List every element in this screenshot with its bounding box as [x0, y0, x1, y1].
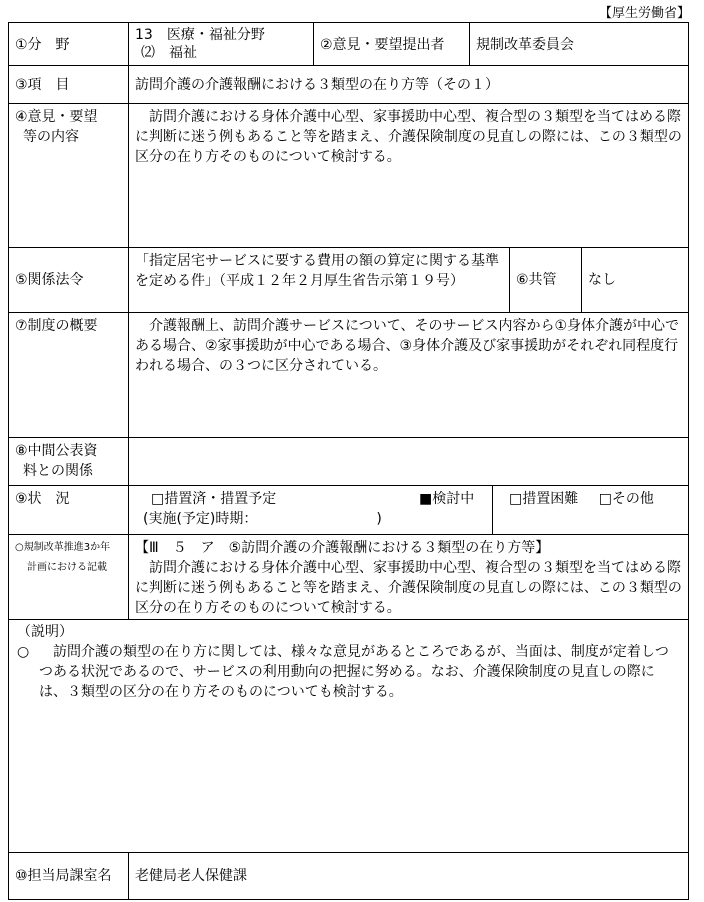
ministry-label: 【厚生労働省】 — [598, 6, 690, 21]
explanation-body: 訪問介護の類型の在り方に関しては、様々な意見があるところであるが、当面は、制度が定着しつつある状況であるので、サービスの利用動向の把握に努める。なお、介護保険制度の見直しの際には、３類型の区分の在り方そのものについても検討する。 — [39, 644, 669, 700]
status-options-2 — [492, 485, 689, 535]
explanation-heading: （説明） — [17, 624, 73, 640]
status-schedule: (実施(予定)時期： ) — [143, 511, 382, 527]
department-label: ⑩担当局課室名 — [8, 852, 129, 900]
item-label: ③項 目 — [8, 65, 129, 104]
explanation-bullet: ○ — [17, 644, 30, 660]
status-label: ⑨状 況 — [8, 485, 129, 535]
department-value: 老健局老人保健課 — [128, 852, 689, 900]
three-year-plan-body: 訪問介護における身体介護中心型、家事援助中心型、複合型の３類型を当てはめる際に判断に迷う例もあること等を踏まえ、介護保険制度の見直しの際には、この３類型の区分の在り方そのものについて検討する。 — [135, 560, 682, 616]
three-year-plan-title: 【Ⅲ ５ ア ⑤訪問介護の介護報酬における３類型の在り方等】 — [135, 540, 550, 556]
status-difficult-checkbox[interactable]: □措置困難 — [509, 491, 579, 507]
opinion-label: ④意見・要望 等の内容 — [8, 103, 129, 248]
system-overview-value: 介護報酬上、訪問介護サービスについて、そのサービス内容から①身体介護が中心である場合、②家事援助が中心である場合、③身体介護及び家事援助がそれぞれ同程度行われる場合、の３つに区分されている。 — [128, 312, 689, 438]
jurisdiction-label: ⑥共管 — [509, 247, 582, 313]
explanation-section — [8, 619, 689, 853]
field-value-line1: 13 医療・福祉分野 — [135, 27, 265, 43]
submitter-label: ②意見・要望提出者 — [313, 22, 470, 66]
status-review-checkbox[interactable]: ■検討中 — [419, 491, 475, 507]
field-label: ①分 野 — [8, 22, 129, 66]
three-year-plan-label: ○規制改革推進3か年 計画における記載 — [8, 534, 129, 620]
field-value-line2: ⑵ 福祉 — [141, 45, 197, 61]
opinion-value: 訪問介護における身体介護中心型、家事援助中心型、複合型の３類型を当てはめる際に判断に迷う例もあること等を踏まえ、介護保険制度の見直しの際には、この３類型の区分の在り方そのものについて検討する。 — [128, 103, 689, 248]
three-year-plan-value — [128, 534, 689, 620]
item-value: 訪問介護の介護報酬における３類型の在り方等（その１） — [128, 65, 689, 104]
system-overview-label: ⑦制度の概要 — [8, 312, 129, 438]
interim-relation-label: ⑧中間公表資 料との関係 — [8, 437, 129, 486]
status-other-checkbox[interactable]: □その他 — [598, 491, 654, 507]
field-value — [128, 22, 314, 66]
interim-relation-value — [128, 437, 689, 486]
jurisdiction-value: なし — [581, 247, 689, 313]
status-options — [128, 485, 493, 535]
related-laws-value: 「指定居宅サービスに要する費用の額の算定に関する基準を定める件」（平成１２年２月厚生省告示第１９号） — [128, 247, 510, 313]
submitter-value: 規制改革委員会 — [469, 22, 689, 66]
related-laws-label: ⑤関係法令 — [8, 247, 129, 313]
status-done-checkbox[interactable]: □措置済・措置予定 — [151, 491, 277, 507]
